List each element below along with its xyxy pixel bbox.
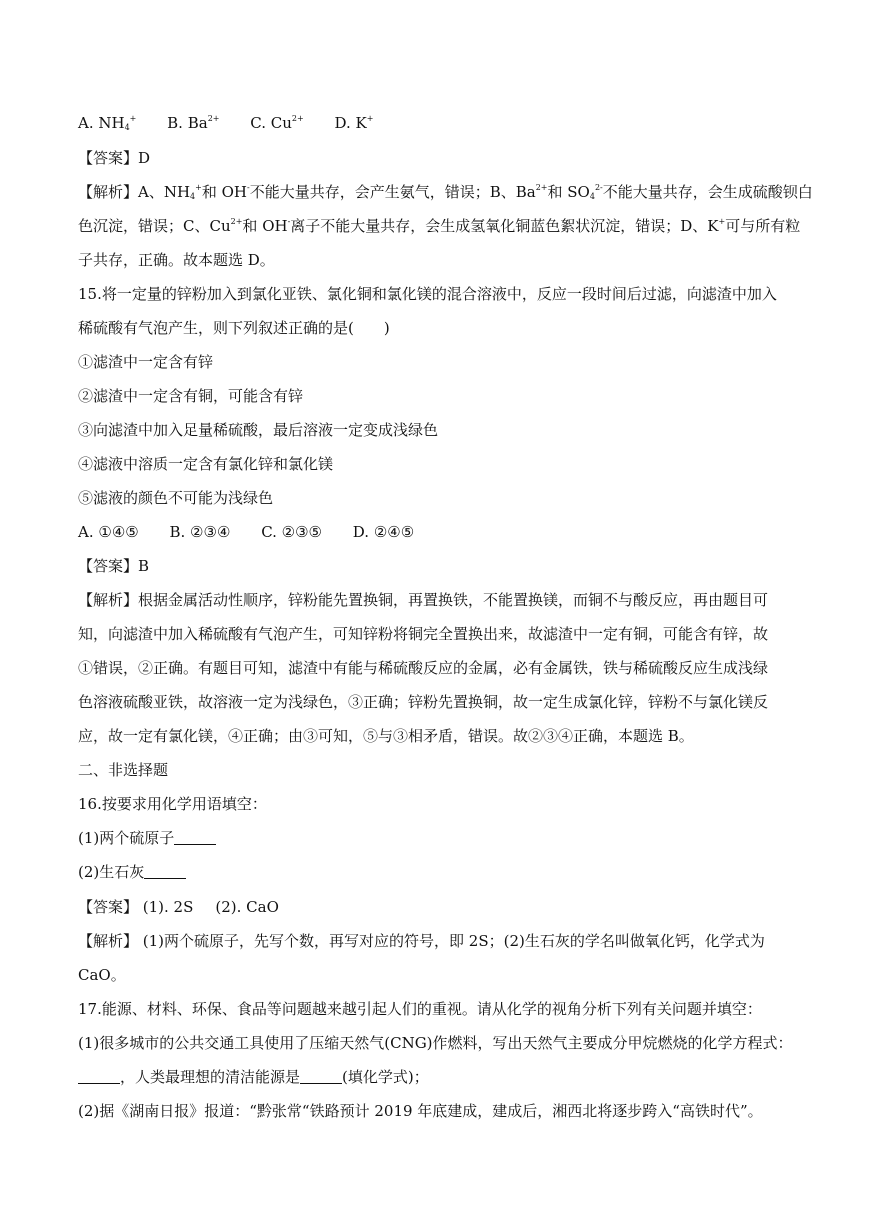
q15-stem-line-2: 稀硫酸有气泡产生，则下列叙述正确的是( ) xyxy=(78,319,390,337)
q16-analysis-line-1: 【解析】 (1)两个硫原子，先写个数，再写对应的符号，即 2S；(2)生石灰的学名叫做氧化钙，化学式为 xyxy=(78,932,765,950)
q17-stem: 17.能源、材料、环保、食品等问题越来越引起人们的重视。请从化学的视角分析下列有关问题并填空： xyxy=(78,1000,762,1018)
q15-option-d: D. ②④⑤ xyxy=(352,523,415,541)
q17-part-1-line-1: (1)很多城市的公共交通工具使用了压缩天然气(CNG)作燃料，写出天然气主要成分甲烷燃烧的化学方程式： xyxy=(78,1034,793,1052)
answer-blank xyxy=(300,1069,342,1084)
q15-statement-1: ①滤渣中一定含有锌 xyxy=(78,353,214,371)
q15-analysis-line-1: 【解析】根据金属活动性顺序，锌粉能先置换铜，再置换铁，不能置换镁，而铜不与酸反应，再由题目可 xyxy=(78,591,769,609)
section-heading: 二、非选择题 xyxy=(78,761,169,779)
q14-option-c: C. $Cu^{2+}$ xyxy=(250,114,304,132)
answer-blank xyxy=(144,864,186,879)
q16-analysis-line-2: CaO。 xyxy=(78,966,126,984)
q16-answer: 【答案】 (1). 2S (2). CaO xyxy=(78,898,279,916)
q14-options xyxy=(78,113,399,133)
q14-analysis-line-2: 色沉淀，错误；C、$Cu^{2+}$和 OH-离子不能大量共存，会生成氢氧化铜蓝色絮状沉淀，错误；D、K+可与所有粒 xyxy=(78,217,801,235)
q15-answer: 【答案】B xyxy=(78,557,150,575)
answer-blank xyxy=(174,830,216,845)
q15-stem-line-1: 15.将一定量的锌粉加入到氯化亚铁、氯化铜和氯化镁的混合溶液中，反应一段时间后过滤，向滤渣中加入 xyxy=(78,285,777,303)
q16-stem: 16.按要求用化学用语填空： xyxy=(78,795,267,813)
answer-blank xyxy=(78,1069,120,1084)
q14-option-b: B. $Ba^{2+}$ xyxy=(167,114,220,132)
q16-part-1: (1)两个硫原子 xyxy=(78,828,216,848)
q15-analysis-line-4: 色溶液硫酸亚铁，故溶液一定为浅绿色，③正确；锌粉先置换铜，故一定生成氯化锌，锌粉不与氯化镁反 xyxy=(78,693,769,711)
q16-part-2: (2)生石灰 xyxy=(78,862,186,882)
q14-analysis-line-3: 子共存，正确。故本题选 D。 xyxy=(78,251,275,269)
q14-option-d: D. K+ xyxy=(334,114,374,132)
q15-option-a: A. ①④⑤ xyxy=(78,523,139,541)
q15-option-b: B. ②③④ xyxy=(169,523,231,541)
q15-analysis-line-2: 知，向滤渣中加入稀硫酸有气泡产生，可知锌粉将铜完全置换出来，故滤渣中一定有铜，可能含有锌，故 xyxy=(78,625,769,643)
q15-statement-3: ③向滤渣中加入足量稀硫酸，最后溶液一定变成浅绿色 xyxy=(78,421,439,439)
q15-analysis-line-3: ①错误，②正确。有题目可知，滤渣中有能与稀硫酸反应的金属，必有金属铁，铁与稀硫酸反应生成浅绿 xyxy=(78,659,769,677)
q17-part-2: (2)据《湖南日报》报道：“黔张常“铁路预计 2019 年底建成，建成后，湘西北将逐步跨入“高铁时代”。 xyxy=(78,1102,763,1120)
q15-option-c: C. ②③⑤ xyxy=(261,523,323,541)
q14-answer: 【答案】D xyxy=(78,149,151,167)
q17-part-1-line-2: ，人类最理想的清洁能源是 (填化学式)； xyxy=(78,1067,429,1087)
q15-options xyxy=(78,522,440,542)
q15-analysis-line-5: 应，故一定有氯化镁，④正确；由③可知，⑤与③相矛盾，错误。故②③④正确，本题选 B。 xyxy=(78,727,694,745)
q15-statement-4: ④滤液中溶质一定含有氯化锌和氯化镁 xyxy=(78,455,334,473)
q15-statement-5: ⑤滤液的颜色不可能为浅绿色 xyxy=(78,489,274,507)
q14-option-a: A. $NH_4^+$ xyxy=(78,114,137,132)
q15-statement-2: ②滤渣中一定含有铜，可能含有锌 xyxy=(78,387,304,405)
q14-analysis-line-1: 【解析】A、$NH_4^+$和 OH-不能大量共存，会产生氨气，错误；B、$Ba^{2+}$和 $SO_4^{2-}$不能大量共存，会生成硫酸钡白 xyxy=(78,183,813,201)
